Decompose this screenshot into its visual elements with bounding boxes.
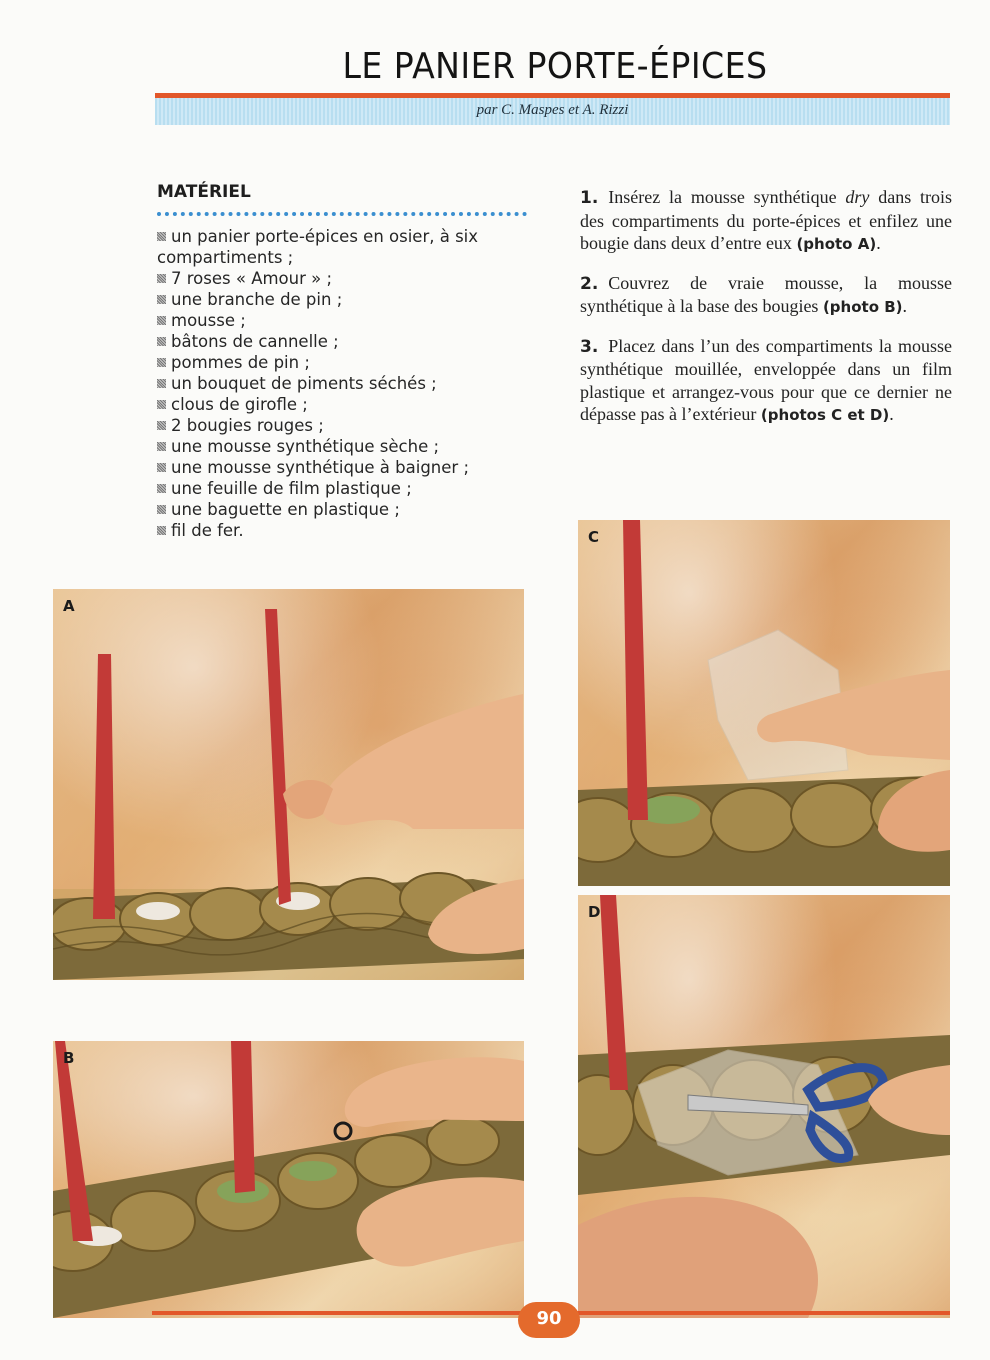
photo-d-illustration (578, 895, 950, 1318)
bullet-icon (157, 526, 166, 535)
photo-d (578, 895, 950, 1318)
photo-label: D (588, 903, 601, 921)
photo-reference: (photos C et D) (760, 406, 890, 424)
bullet-icon (157, 337, 166, 346)
bullet-icon (157, 463, 166, 472)
bullet-icon (157, 421, 166, 430)
instructions (580, 186, 952, 443)
list-item: 7 roses « Amour » ; (157, 268, 537, 289)
bullet-icon (157, 442, 166, 451)
list-item: une baguette en plastique ; (157, 499, 537, 520)
page-number: 90 (536, 1308, 562, 1329)
materials-list (157, 226, 537, 541)
bullet-icon (157, 316, 166, 325)
materials-dotted-rule (157, 212, 527, 216)
bullet-icon (157, 505, 166, 514)
step-number: 1. (580, 188, 599, 208)
bullet-icon (157, 295, 166, 304)
step-2: 2. Couvrez de vraie mousse, la mousse synthétique à la base des bougies (photo B). (580, 272, 952, 316)
list-item: un bouquet de piments séchés ; (157, 373, 537, 394)
photo-c (578, 520, 950, 886)
list-item: une branche de pin ; (157, 289, 537, 310)
list-item: un panier porte-épices en osier, à six (157, 226, 537, 247)
bullet-icon (157, 400, 166, 409)
page-title: LE PANIER PORTE-ÉPICES (342, 46, 768, 87)
bullet-icon (157, 232, 166, 241)
photo-c-illustration (578, 520, 950, 886)
bullet-icon (157, 379, 166, 388)
list-item: une mousse synthétique à baigner ; (157, 457, 537, 478)
photo-b (53, 1041, 524, 1318)
list-item: une feuille de film plastique ; (157, 478, 537, 499)
photo-a-illustration (53, 589, 524, 980)
photo-reference: (photo B) (822, 298, 903, 316)
list-item: bâtons de cannelle ; (157, 331, 537, 352)
byline: par C. Maspes et A. Rizzi (476, 102, 629, 118)
photo-b-illustration (53, 1041, 524, 1318)
bullet-icon (157, 274, 166, 283)
list-item: mousse ; (157, 310, 537, 331)
step-3: 3. Placez dans l’un des compartiments la mousse synthétique mouillée, enveloppée dans un film plastique et arrangez-vous pour que ce dernier ne dépasse pas à l’extérieur (photos C et D). (580, 335, 952, 424)
step-1: 1. Insérez la mousse synthétique dry dans trois des compartiments du porte-épices et enfilez une bougie dans deux d’entre eux (photo A). (580, 187, 953, 253)
list-item: 2 bougies rouges ; (157, 415, 537, 436)
bullet-icon (157, 484, 166, 493)
bullet-icon (157, 358, 166, 367)
photo-label: C (588, 528, 600, 546)
list-item: une mousse synthétique sèche ; (157, 436, 537, 457)
list-item: compartiments ; (157, 248, 294, 267)
photo-label: B (63, 1049, 75, 1067)
photo-a (53, 589, 524, 980)
list-item: clous de girofle ; (157, 394, 537, 415)
list-item: pommes de pin ; (157, 352, 537, 373)
photo-reference: (photo A) (796, 235, 877, 253)
list-item: fil de fer. (157, 520, 537, 541)
materials-heading: MATÉRIEL (157, 182, 251, 202)
step-number: 2. (580, 273, 599, 294)
photo-label: A (63, 597, 75, 615)
step-number: 3. (580, 336, 599, 357)
